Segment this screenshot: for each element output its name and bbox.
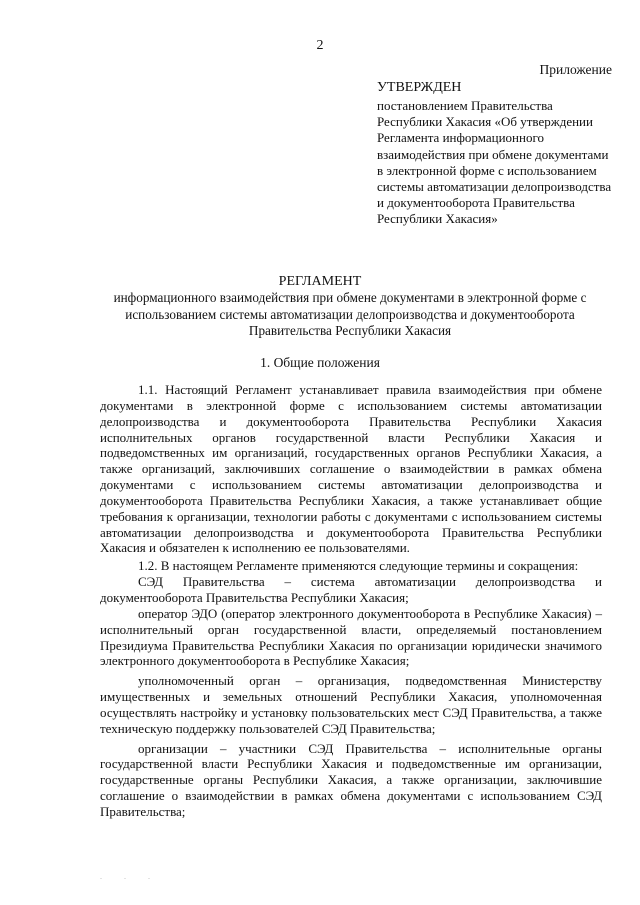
paragraph: оператор ЭДО (оператор электронного документооборота в Республике Хакасия) – исполнительный орган государственной власти, определяемый постановлением Президиума Правительства Республики Хакасия по организации юридически значимого электронного документооборота в Республике Хакасия;: [100, 605, 602, 669]
approval-text: постановлением Правительства Республики Хакасия «Об утверждении Регламента информационного взаимодействия при обмене документами в электронной форме с использованием системы автоматизации делопроизводства и документооборота Правительства Республики Хакасия»: [377, 98, 612, 227]
regulation-title: РЕГЛАМЕНТ: [278, 274, 362, 289]
paragraph: 1.1. Настоящий Регламент устанавливает правила взаимодействия при обмене документами в электронной форме с использованием системы автоматизации делопроизводства и документооборота Правительства Республики Хакасия исполнительных органов государственной власти Республики Хакасия и подведомственных им организаций, государственных органов Республики Хакасия, а также организаций, заключивших соглашение о взаимодействии в рамках обмена документами с использованием системы автоматизации делопроизводства и документооборота Правительства Республики Хакасия, а также устанавливает общие требования к организации, технологии работы с документами с использованием системы автоматизации делопроизводства и документооборота Правительства Республики Хакасия и обязателен к исполнению ее пользователями.: [100, 382, 602, 556]
appendix-label: Приложение: [539, 62, 612, 77]
paragraph: уполномоченный орган – организация, подведомственная Министерству имущественных и земельных отношений Республики Хакасия, уполномоченная осуществлять настройку и установку пользовательских мест СЭД Правительства, а также техническую поддержку пользователей СЭД Правительства;: [100, 673, 602, 736]
approval-block: [377, 80, 617, 228]
document-body: [100, 382, 602, 820]
paragraph: организации – участники СЭД Правительства – исполнительные органы государственной власти Республики Хакасия и подведомственные им организации, государственные органы Республики Хакасия, а также организации, заключившие соглашение о взаимодействии в рамках обмена документами с использованием СЭД Правительства;: [100, 740, 602, 819]
scan-marks: . . .: [100, 872, 160, 881]
approval-title: УТВЕРЖДЕН: [377, 80, 462, 95]
paragraph: 1.2. В настоящем Регламенте применяются следующие термины и сокращения:: [138, 558, 579, 574]
page-number: 2: [316, 38, 324, 53]
regulation-subtitle: информационного взаимодействия при обмене документами в электронной форме с использованием системы автоматизации делопроизводства и документооборота Правительства Республики Хакасия: [113, 290, 587, 338]
section-title: 1. Общие положения: [260, 355, 380, 370]
paragraph: СЭД Правительства – система автоматизации делопроизводства и документооборота Правительства Республики Хакасия;: [100, 574, 602, 605]
